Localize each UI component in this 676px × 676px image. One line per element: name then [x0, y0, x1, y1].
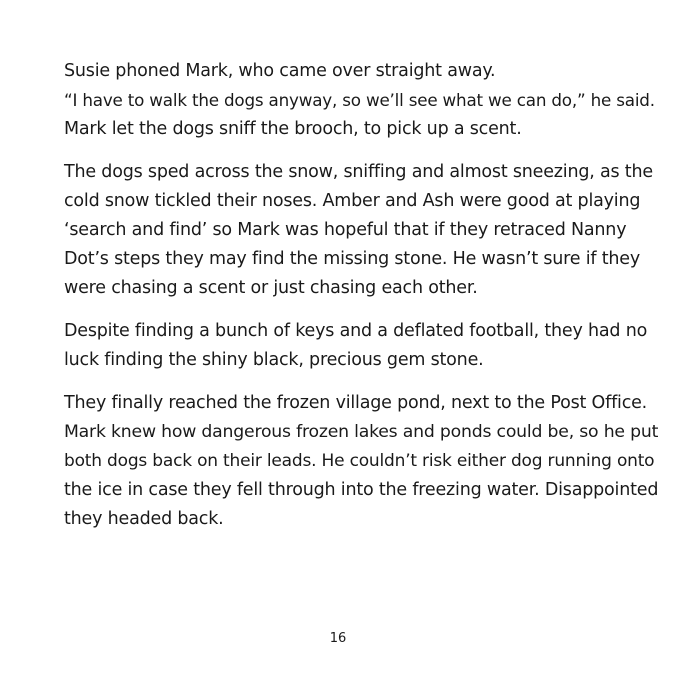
text-line: Mark let the dogs sniff the brooch, to pick up a scent. — [64, 119, 522, 139]
text-line: Mark knew how dangerous frozen lakes and ponds could be, so he put — [64, 422, 659, 442]
text-line: Despite finding a bunch of keys and a deflated football, they had no — [64, 321, 648, 341]
text-line: Susie phoned Mark, who came over straight away. — [64, 61, 496, 81]
text-line: luck finding the shiny black, precious gem stone. — [64, 350, 484, 370]
text-line: they headed back. — [64, 509, 224, 529]
text-line: the ice in case they fell through into the freezing water. Disappointed — [64, 480, 659, 500]
text-line: were chasing a scent or just chasing each other. — [64, 278, 478, 298]
paragraph-1 — [64, 57, 660, 144]
text-line: cold snow tickled their noses. Amber and Ash were good at playing — [64, 191, 641, 211]
text-line: ‘search and find’ so Mark was hopeful that if they retraced Nanny — [64, 220, 627, 240]
page-number: 16 — [329, 631, 347, 646]
text-line: The dogs sped across the snow, sniffing and almost sneezing, as the — [64, 162, 653, 182]
text-line: Dot’s steps they may find the missing stone. He wasn’t sure if they — [64, 249, 640, 269]
paragraph-2 — [64, 158, 660, 303]
text-line: They finally reached the frozen village pond, next to the Post Office. — [64, 393, 648, 413]
paragraph-3 — [64, 317, 660, 375]
story-text — [64, 57, 660, 548]
text-line: both dogs back on their leads. He couldn’t risk either dog running onto — [64, 451, 655, 471]
text-line: “I have to walk the dogs anyway, so we’ll see what we can do,” he said. — [64, 90, 655, 110]
paragraph-4 — [64, 389, 660, 534]
